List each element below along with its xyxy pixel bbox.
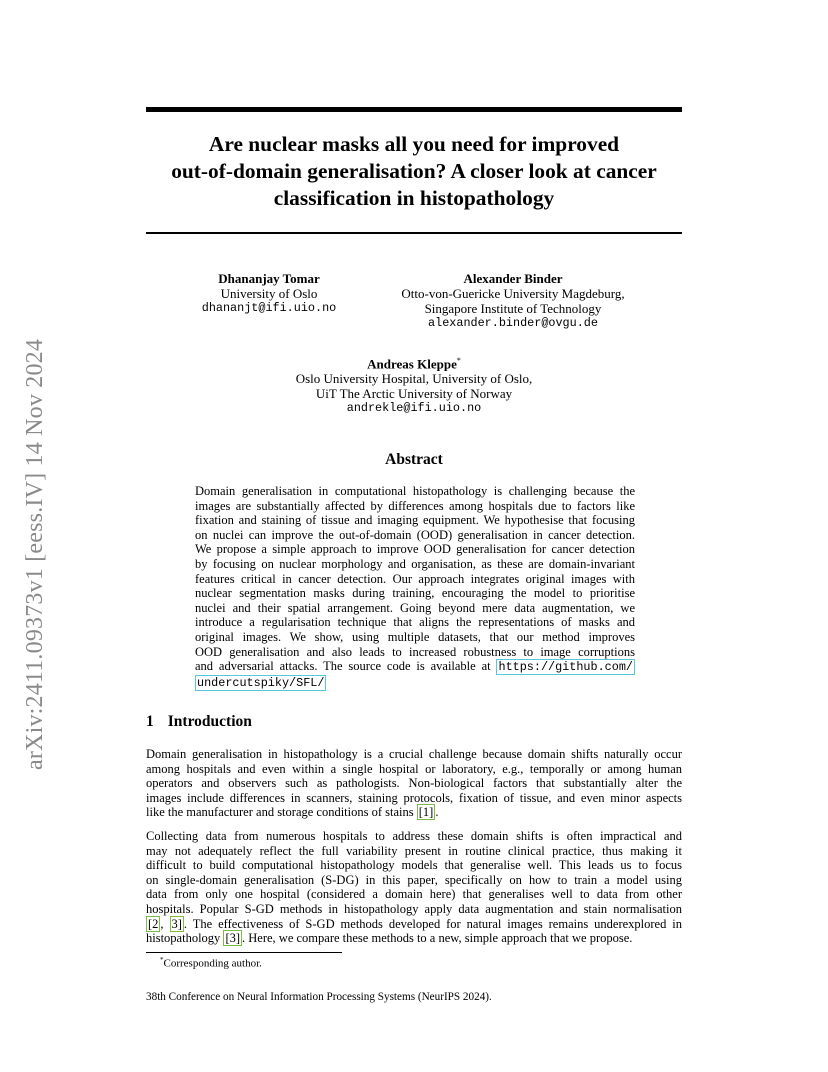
footnote-marker[interactable]: * (456, 356, 461, 365)
paragraph-text: like the manufacturer and storage conditions of stains (146, 805, 417, 820)
source-code-link[interactable]: https://github.com/ (498, 660, 633, 675)
section-title: Introduction (167, 713, 252, 730)
footnote-text: Corresponding author. (163, 957, 262, 970)
intro-paragraph-1 (146, 747, 682, 820)
source-code-link-continued[interactable]: undercutspiky/SFL/ (197, 675, 325, 690)
paragraph-line (146, 917, 682, 932)
abstract-line: features critical in cancer detection. Our approach integrates original images with (195, 571, 635, 586)
footnote-rule (146, 952, 342, 953)
paragraph-line: may not adequately reflect the full variability present in routine clinical practice, thus making it (146, 843, 682, 858)
paragraph-line (146, 805, 682, 820)
abstract-heading: Abstract (385, 451, 443, 468)
author-affiliation: Singapore Institute of Technology (424, 301, 602, 316)
abstract-line: fixation and staining of tissue and imaging equipment. We hypothesise that focusing (195, 513, 635, 528)
footnote-marker: * (160, 956, 164, 964)
abstract-line: Domain generalisation in computational histopathology is challenging because the (195, 484, 635, 498)
paragraph-line: images include differences in scanners, staining protocols, fixation of tissue, and even minor aspects (146, 790, 682, 805)
paragraph-line: operators and observers such as pathologists. Non-biological factors that substantially alter the (146, 776, 682, 791)
conference-footer: 38th Conference on Neural Information Processing Systems (NeurIPS 2024). (146, 991, 492, 1003)
abstract-line: original images. We show, using multiple datasets, that our method improves (195, 629, 635, 644)
author-name-with-marker (264, 353, 564, 371)
author-block-1 (179, 271, 359, 316)
abstract-line: on nuclei can improve the out-of-domain (OOD) generalisation in cancer detection. (195, 527, 635, 542)
author-block-3 (264, 353, 564, 416)
author-email[interactable]: andrekle@ifi.uio.no (346, 401, 482, 416)
author-affiliation: Otto-von-Guericke University Magdeburg, (401, 286, 625, 301)
abstract-line: images are substantially affected by differences among hospitals due to factors like (195, 498, 635, 513)
title-line: out-of-domain generalisation? A closer look at cancer (171, 159, 657, 183)
paragraph-text: . Here, we compare these methods to a new, simple approach that we propose. (242, 931, 633, 946)
abstract-body (195, 484, 635, 690)
author-block-2 (380, 271, 646, 331)
author-name: Alexander Binder (463, 271, 563, 286)
paragraph-line: Domain generalisation in histopathology is a crucial challenge because domain shifts naturally occur (146, 747, 682, 761)
author-name: Andreas Kleppe (367, 356, 457, 372)
paragraph-line: among hospitals and even within a single hospital or laboratory, e.g., temporally or among human (146, 761, 682, 776)
abstract-line: nuclear segmentation masks during training, encouraging the model to prioritise (195, 586, 635, 601)
paragraph-line: difficult to build computational histopathology models that generalise well. This leads us to focus (146, 858, 682, 873)
abstract-line: We propose a simple approach to improve OOD generalisation for cancer detection (195, 542, 635, 557)
abstract-line: OOD generalisation and also leads to increased robustness to image corruptions (195, 644, 635, 659)
intro-paragraph-2 (146, 829, 682, 946)
section-number: 1 (146, 713, 154, 730)
paragraph-line (146, 931, 682, 946)
author-email[interactable]: dhananjt@ifi.uio.no (201, 301, 337, 315)
author-email[interactable]: alexander.binder@ovgu.de (428, 316, 598, 330)
paragraph-text: . (435, 805, 439, 820)
author-affiliation: UiT The Arctic University of Norway (315, 386, 513, 402)
footnote (160, 956, 262, 970)
paragraph-text: , (160, 916, 170, 931)
paragraph-text: . The effectiveness of S-GD methods developed for natural images remains underexplored in (183, 916, 683, 931)
arxiv-identifier: arXiv:2411.09373v1 [eess.IV] 14 Nov 2024 (22, 338, 48, 770)
abstract-line: nuclei and their spatial arrangement. Going beyond mere data augmentation, we (195, 600, 635, 615)
paragraph-line: on single-domain generalisation (S-DG) in this paper, specifically on how to train a model using (146, 872, 682, 887)
section-heading (146, 713, 252, 731)
abstract-line: introduce a regularisation technique that aligns the representations of masks and (195, 615, 635, 630)
citation-link[interactable]: 3] (171, 916, 182, 931)
author-affiliation: Oslo University Hospital, University of Oslo, (295, 371, 533, 387)
abstract-line: by focusing on nuclear morphology and organisation, as these are domain-invariant (195, 556, 635, 571)
citation-link[interactable]: [1] (418, 805, 434, 820)
abstract-line (195, 675, 635, 691)
abstract-text: and adversarial attacks. The source code is available at (195, 659, 497, 674)
title-bottom-rule (146, 232, 682, 234)
title-line: classification in histopathology (273, 186, 555, 210)
title-line: Are nuclear masks all you need for improved (208, 132, 620, 156)
author-name: Dhananjay Tomar (218, 271, 320, 286)
paragraph-line: hospitals. Popular S-GD methods in histopathology apply data augmentation and stain normalisation (146, 901, 682, 916)
paper-title (140, 131, 688, 212)
paragraph-text: histopathology (146, 931, 224, 946)
paragraph-line: Collecting data from numerous hospitals to address these domain shifts is often impractical and (146, 829, 682, 843)
paragraph-line: data from only one hospital (considered a domain here) that generalises well to data from other (146, 887, 682, 902)
citation-link[interactable]: [2 (148, 916, 159, 931)
abstract-line-with-link (195, 659, 635, 675)
author-affiliation: University of Oslo (220, 286, 318, 301)
title-top-rule (146, 107, 682, 112)
citation-link[interactable]: [3] (225, 931, 241, 946)
